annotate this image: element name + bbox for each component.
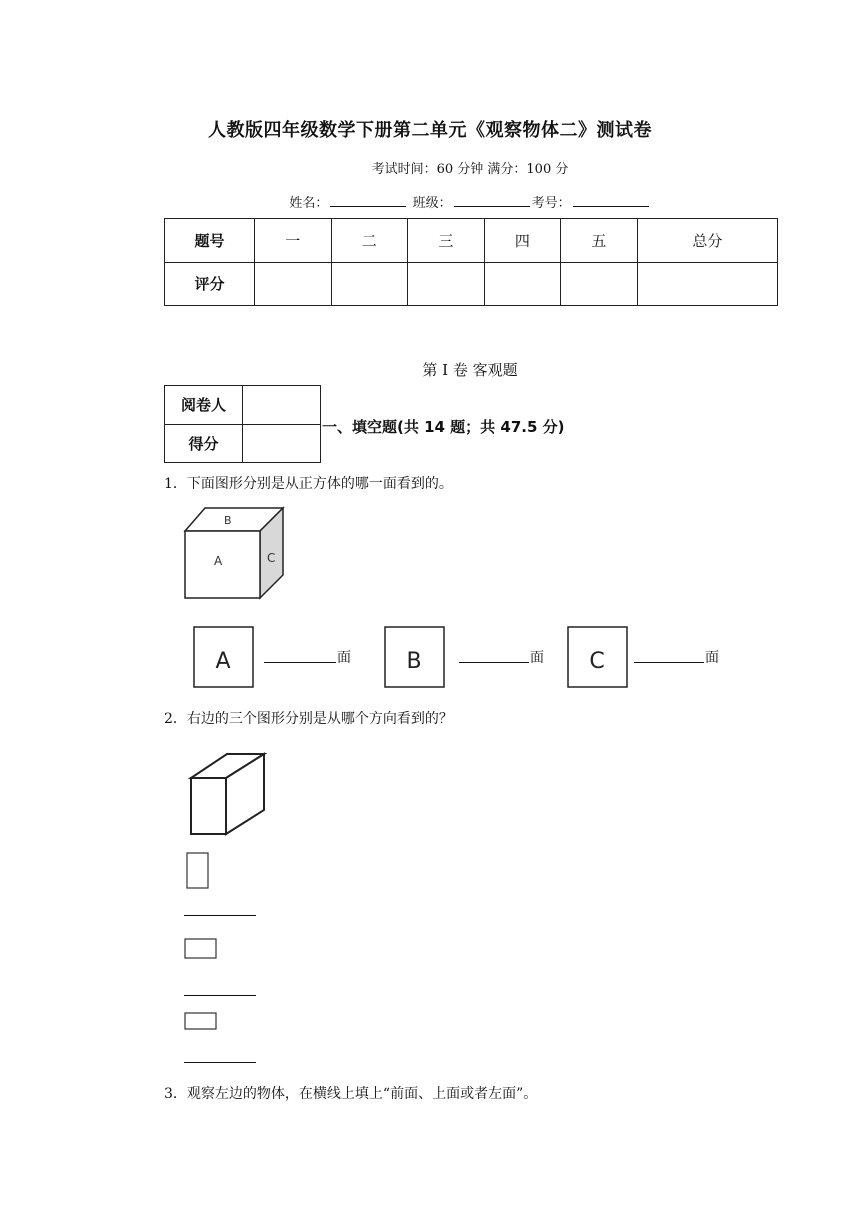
class-label: 班级： <box>412 196 452 211</box>
face-a-box <box>193 626 255 688</box>
score-table-score-row <box>165 262 778 306</box>
answer-blank-a[interactable] <box>264 662 336 663</box>
answer-blank-c[interactable] <box>634 662 704 663</box>
answer-blank-view-2[interactable] <box>184 995 256 996</box>
page-title: 人教版四年级数学下册第二单元《观察物体二》测试卷 <box>208 120 652 141</box>
face-b-box <box>384 626 446 688</box>
score-row-label: 评分 <box>165 262 255 306</box>
score-header-cell: 题号 <box>165 219 255 263</box>
score-table-header-row <box>165 219 778 263</box>
cube-figure <box>180 505 290 605</box>
question-3-text: 3．观察左边的物体，在横线上填上“前面、上面或者左面”。 <box>164 1086 538 1102</box>
part-one-title: 一、填空题(共 14 题；共 47.5 分) <box>322 418 565 436</box>
score-cell[interactable] <box>331 262 408 306</box>
score-header-cell: 一 <box>255 219 332 263</box>
face-a-letter: A <box>215 649 231 674</box>
score-cell[interactable] <box>484 262 561 306</box>
face-c-letter: C <box>589 649 605 674</box>
score-cell[interactable] <box>561 262 638 306</box>
cube-label-front: A <box>214 554 223 568</box>
answer-blank-b[interactable] <box>459 662 529 663</box>
answer-blank-view-3[interactable] <box>184 1062 256 1063</box>
score-cell[interactable] <box>408 262 485 306</box>
face-b-letter: B <box>406 649 422 674</box>
reviewer-score-cell[interactable] <box>243 424 321 463</box>
question-2-text: 2．右边的三个图形分别是从哪个方向看到的？ <box>164 711 453 727</box>
score-header-cell: 五 <box>561 219 638 263</box>
section-title: 第 I 卷 客观题 <box>422 361 518 379</box>
number-label: 考号： <box>531 196 571 211</box>
reviewer-cell[interactable] <box>243 386 321 425</box>
face-a-suffix: 面 <box>337 650 351 666</box>
number-blank[interactable] <box>573 194 649 207</box>
answer-blank-view-1[interactable] <box>184 915 256 916</box>
view-rect-wide-2 <box>184 1012 218 1032</box>
score-header-cell: 二 <box>331 219 408 263</box>
class-blank[interactable] <box>454 194 530 207</box>
reviewer-table <box>164 385 321 463</box>
cube-label-side: C <box>267 551 276 565</box>
view-rect-tall <box>186 852 210 890</box>
name-label: 姓名： <box>289 196 329 211</box>
score-header-cell: 总分 <box>637 219 777 263</box>
student-info-line <box>0 192 860 211</box>
name-blank[interactable] <box>330 194 406 207</box>
face-c-box <box>567 626 629 688</box>
score-table <box>164 218 778 306</box>
score-header-cell: 三 <box>408 219 485 263</box>
exam-info: 考试时间：60 分钟 满分：100 分 <box>371 162 569 177</box>
score-cell[interactable] <box>637 262 777 306</box>
reviewer-label: 阅卷人 <box>165 386 243 425</box>
face-b-suffix: 面 <box>530 650 544 666</box>
view-rect-wide-1 <box>184 938 218 960</box>
cube-label-top: B <box>224 514 232 527</box>
score-cell[interactable] <box>255 262 332 306</box>
cuboid-figure <box>188 752 268 838</box>
face-c-suffix: 面 <box>705 650 719 666</box>
reviewer-score-label: 得分 <box>165 424 243 463</box>
score-header-cell: 四 <box>484 219 561 263</box>
question-1-text: 1．下面图形分别是从正方体的哪一面看到的。 <box>164 476 453 492</box>
